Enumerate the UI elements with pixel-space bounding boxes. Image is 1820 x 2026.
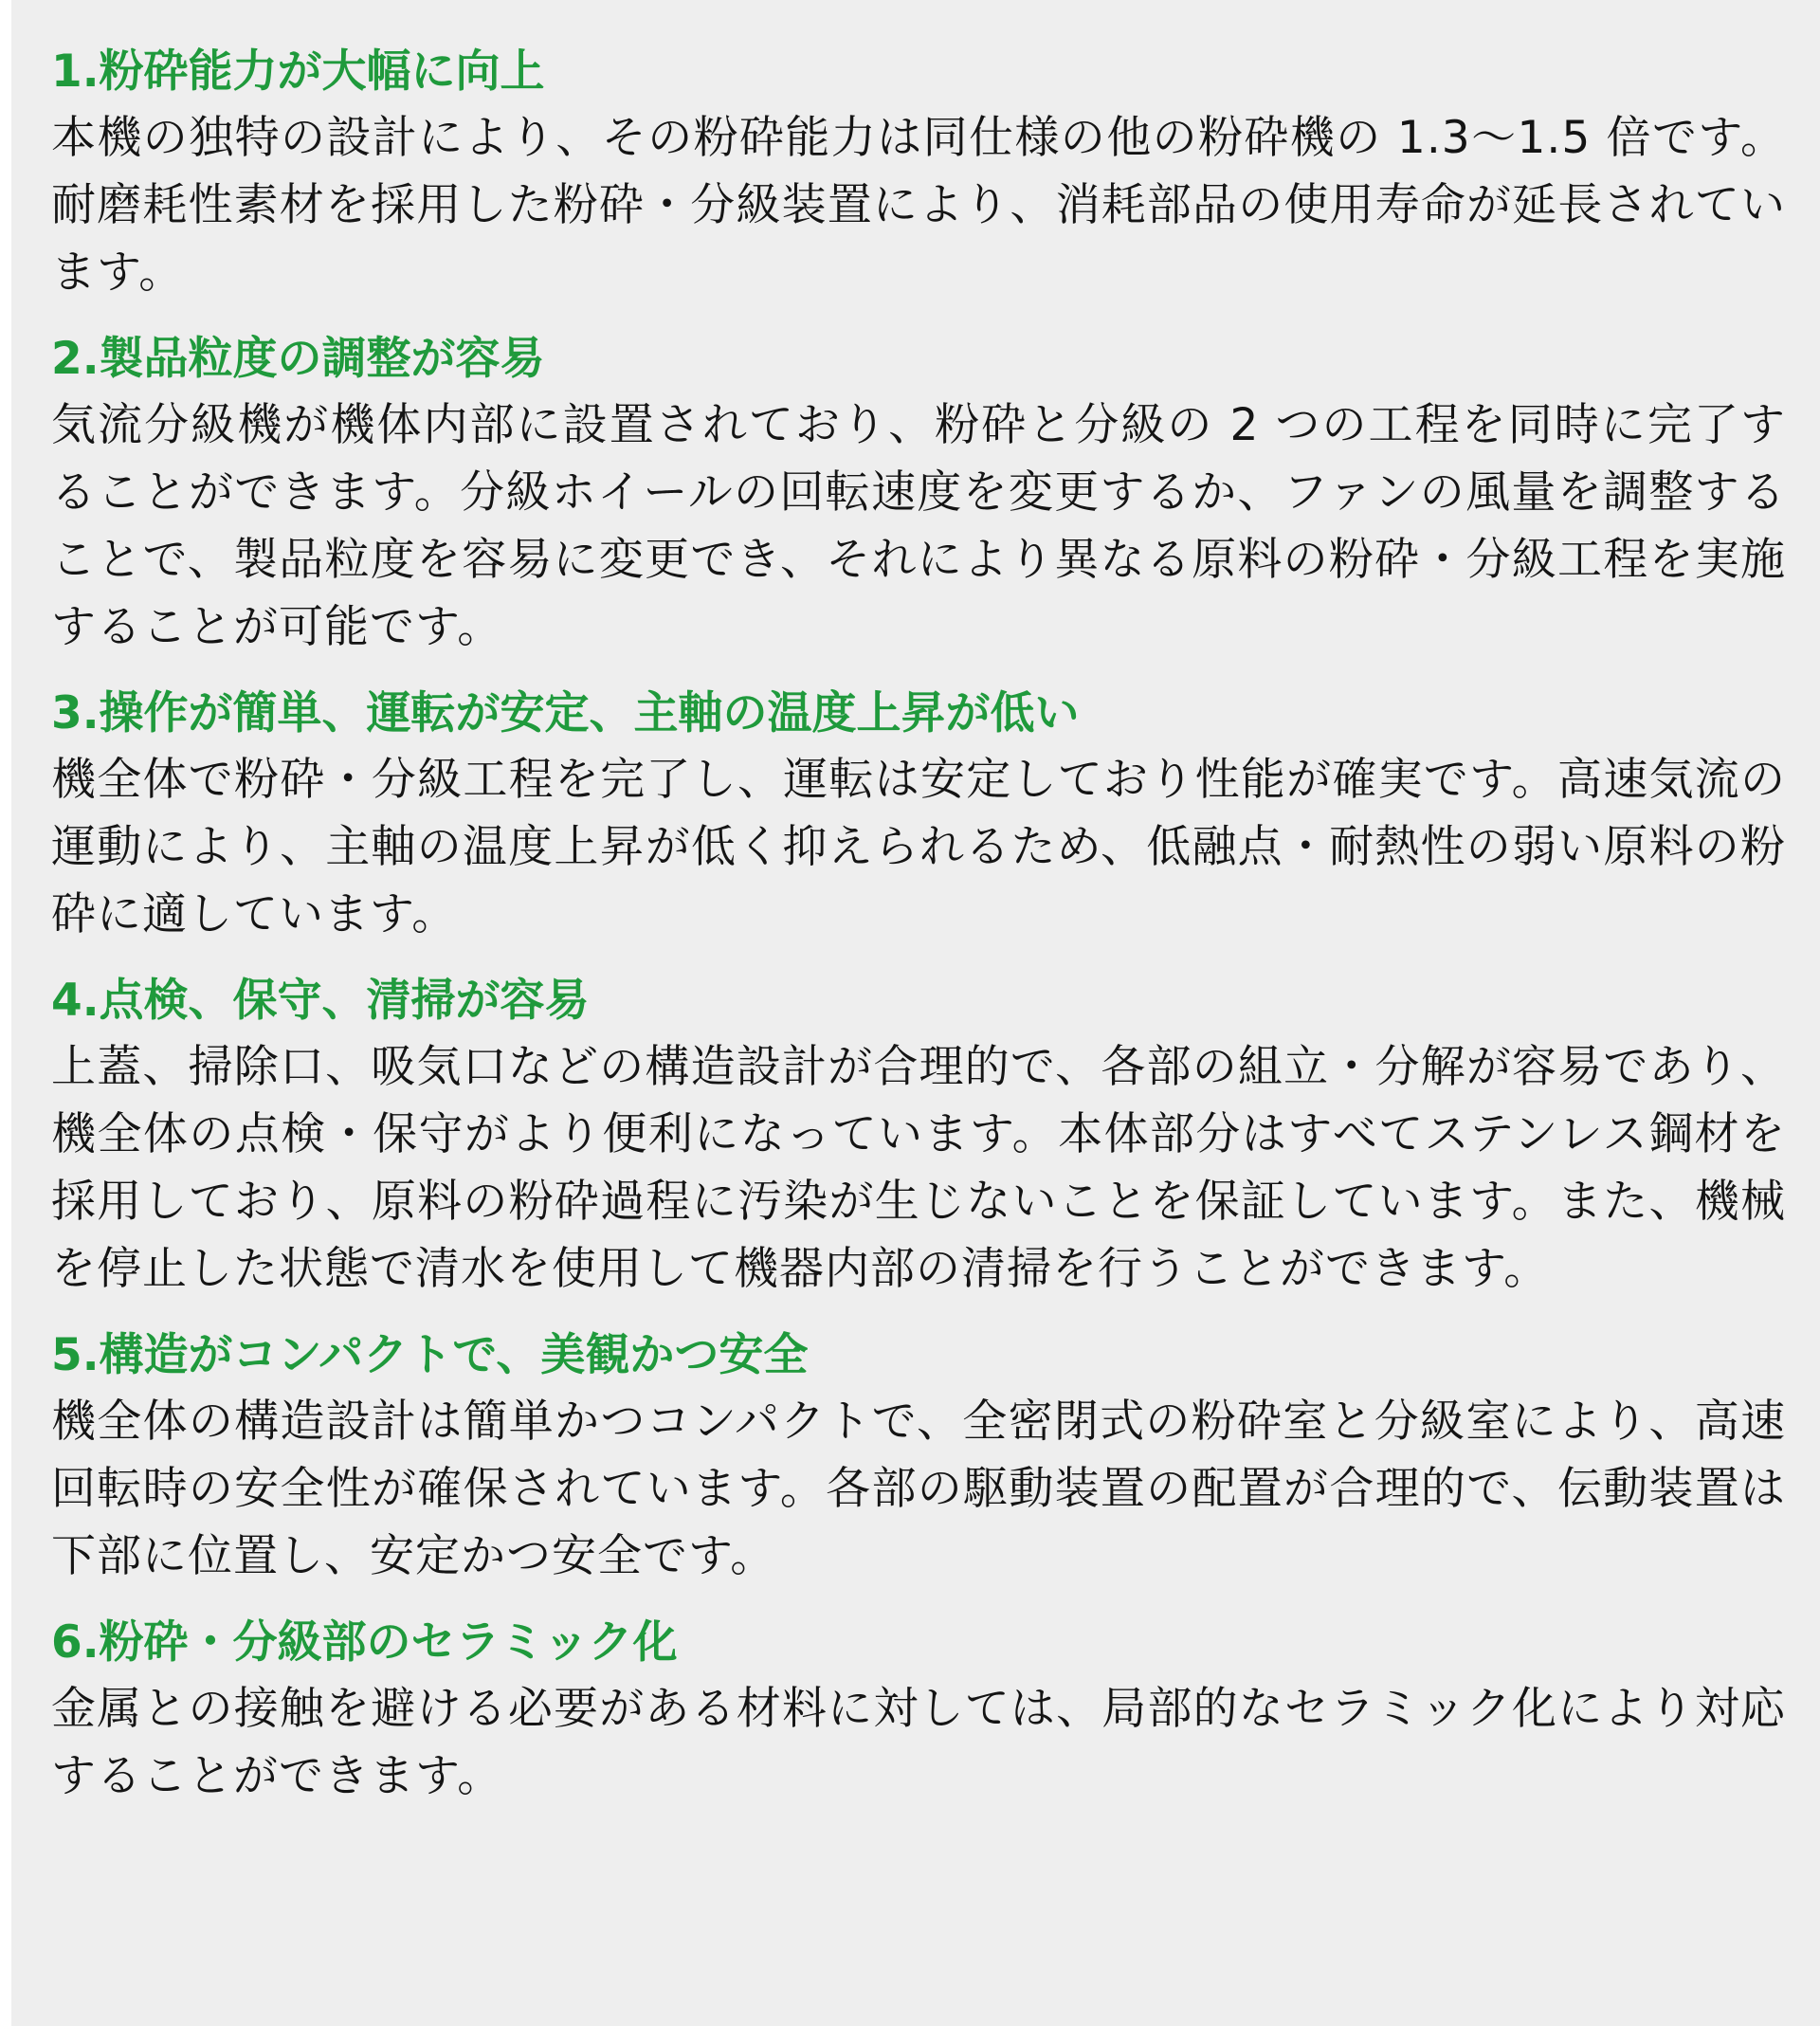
- feature-heading: 3.操作が簡単、運転が安定、主軸の温度上昇が低い: [51, 687, 1080, 739]
- feature-heading: 6.粉砕・分級部のセラミック化: [51, 1616, 678, 1669]
- feature-description: 機全体で粉砕・分級工程を完了し、運転は安定しており性能が確実です。高速気流の運動により、主軸の温度上昇が低く抑えられるため、低融点・耐熱性の弱い原料の粉砕に適しています。: [51, 754, 1786, 940]
- feature-description: 上蓋、掃除口、吸気口などの構造設計が合理的で、各部の組立・分解が容易であり、機全体の点検・保守がより便利になっています。本体部分はすべてステンレス鋼材を採用しており、原料の粉砕過程に汚染が生じないことを保証しています。また、機械を停止した状態で清水を使用して機器内部の清掃を行うことができます。: [51, 1041, 1786, 1295]
- feature-heading: 5.構造がコンパクトで、美観かつ安全: [51, 1329, 809, 1381]
- feature-heading: 1.粉砕能力が大幅に向上: [51, 46, 545, 98]
- feature-description: 機全体の構造設計は簡単かつコンパクトで、全密閉式の粉砕室と分級室により、高速回転時の安全性が確保されています。各部の駆動装置の配置が合理的で、伝動装置は下部に位置し、安定かつ安全です。: [51, 1396, 1786, 1582]
- feature-description: 本機の独特の設計により、その粉砕能力は同仕様の他の粉砕機の 1.3〜1.5 倍です。耐磨耗性素材を採用した粉砕・分級装置により、消耗部品の使用寿命が延長されています。: [51, 112, 1786, 299]
- feature-list-panel: [11, 0, 1820, 2026]
- feature-section-1: [51, 40, 1786, 306]
- feature-heading: 4.点検、保守、清掃が容易: [51, 975, 590, 1027]
- feature-section-3: [51, 682, 1786, 948]
- feature-section-6: [51, 1611, 1786, 1810]
- feature-description: 気流分級機が機体内部に設置されており、粉砕と分級の 2 つの工程を同時に完了することができます。分級ホイールの回転速度を変更するか、ファンの風量を調整することで、製品粒度を容易に変更でき、それにより異なる原料の粉砕・分級工程を実施することが可能です。: [51, 399, 1786, 653]
- feature-description: 金属との接触を避ける必要がある材料に対しては、局部的なセラミック化により対応することができます。: [51, 1683, 1786, 1802]
- feature-heading: 2.製品粒度の調整が容易: [51, 333, 545, 385]
- feature-section-5: [51, 1323, 1786, 1590]
- feature-section-4: [51, 969, 1786, 1303]
- feature-section-2: [51, 327, 1786, 661]
